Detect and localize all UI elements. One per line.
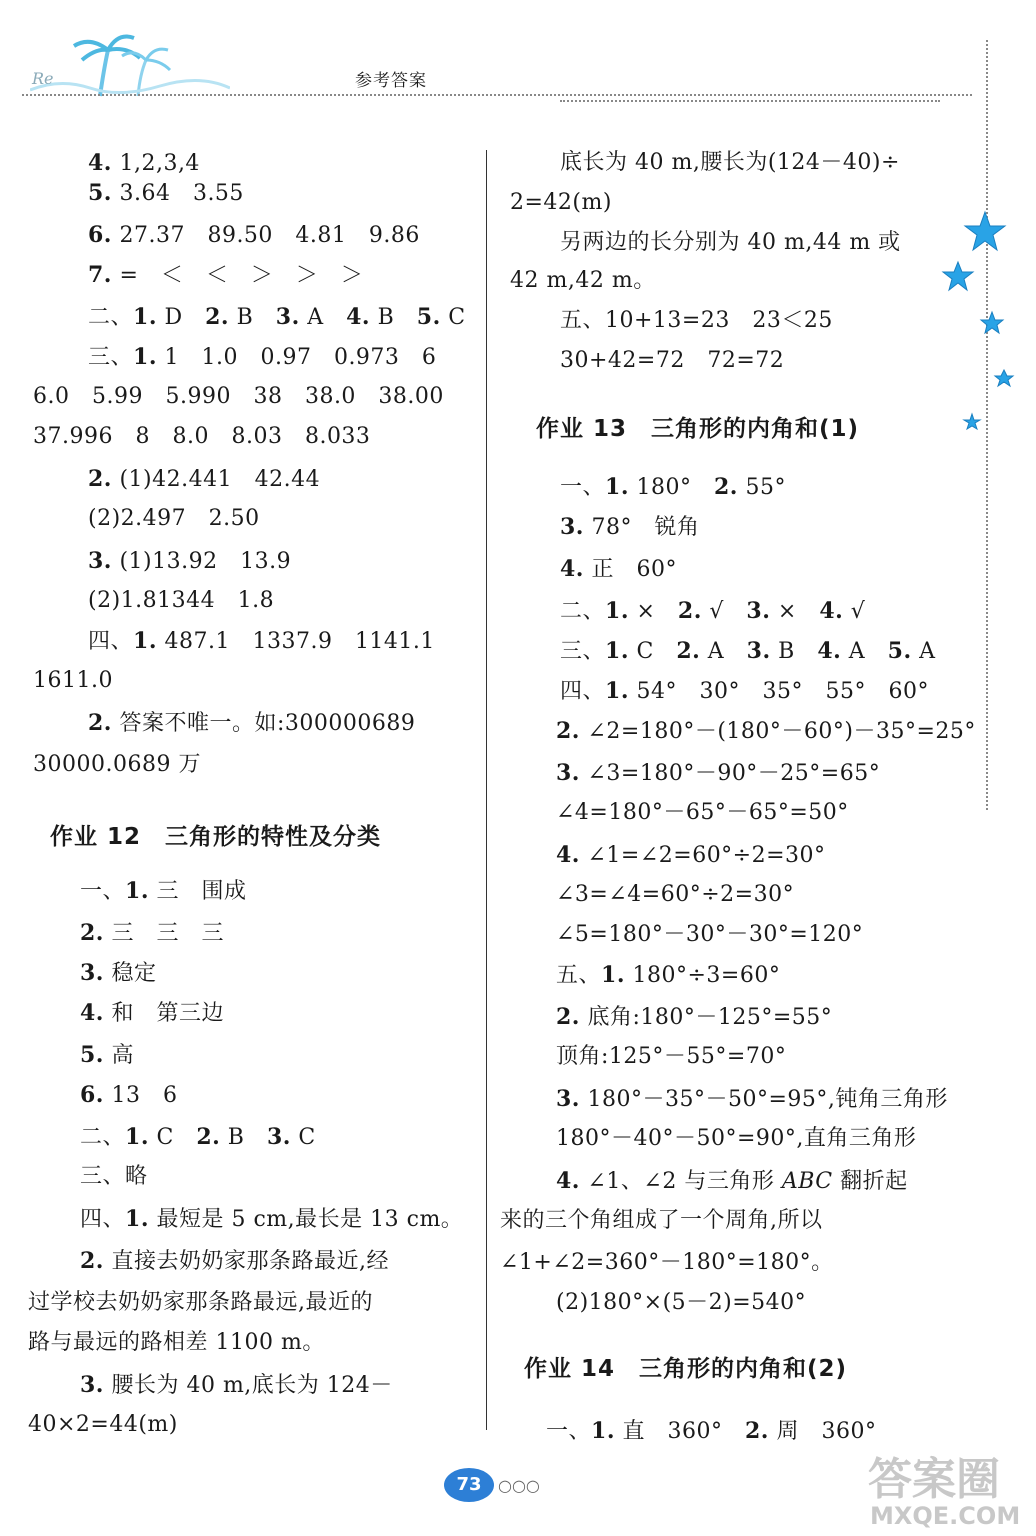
right-answer-line: 180°－40°－50°=90°,直角三角形 xyxy=(556,1126,917,1151)
left-answer-line: 7. = ＜ ＜ ＞ ＞ ＞ xyxy=(88,262,364,288)
right-answer-line: 一、1. 180° 2. 55° xyxy=(560,474,786,500)
left-answer-line: 四、1. 487.1 1337.9 1141.1 xyxy=(88,628,435,654)
left-answer-line: 6.0 5.99 5.990 38 38.0 38.00 xyxy=(33,384,444,409)
right-answer-line: (2)180°×(5－2)=540° xyxy=(556,1290,807,1315)
stars-decoration-icon xyxy=(930,200,1020,450)
left-answer-line: 1611.0 xyxy=(33,668,113,693)
header-title: 参考答案 xyxy=(355,71,427,91)
right-answer-line: 4. 正 60° xyxy=(560,556,677,582)
left-answer-line: 6. 13 6 xyxy=(80,1082,178,1108)
left-answer-line: 5. 3.64 3.55 xyxy=(88,180,244,206)
section-heading: 作业 13 三角形的内角和(1) xyxy=(536,416,860,442)
page-number: 73 xyxy=(444,1468,494,1502)
left-answer-line: 30000.0689 万 xyxy=(33,752,201,777)
left-answer-line: 37.996 8 8.0 8.03 8.033 xyxy=(33,424,371,449)
svg-text:答案圈: 答案圈 xyxy=(868,1454,1000,1505)
section-heading: 作业 12 三角形的特性及分类 xyxy=(50,824,382,850)
left-answer-line: 2. 三 三 三 xyxy=(80,920,224,946)
page-number-decoration: ○○○ xyxy=(498,1476,540,1495)
right-answer-line: 3. ∠3=180°－90°－25°=65° xyxy=(556,760,881,786)
column-divider xyxy=(486,150,487,1430)
left-answer-line: 2. 答案不唯一。如:300000689 xyxy=(88,710,416,736)
right-answer-line: 底长为 40 m,腰长为(124－40)÷ xyxy=(560,150,900,175)
left-answer-line: 二、1. C 2. B 3. C xyxy=(80,1124,316,1150)
right-answer-line: 三、1. C 2. A 3. B 4. A 5. A xyxy=(560,638,936,664)
svg-text:Re: Re xyxy=(32,69,54,88)
right-answer-line: 4. ∠1=∠2=60°÷2=30° xyxy=(556,842,826,868)
left-answer-line: 一、1. 三 围成 xyxy=(80,878,247,904)
left-answer-line: (2)1.81344 1.8 xyxy=(88,588,275,613)
right-answer-line: 五、1. 180°÷3=60° xyxy=(556,962,781,988)
left-answer-line: 2. 直接去奶奶家那条路最近,经 xyxy=(80,1248,389,1274)
right-answer-line: 30+42=72 72=72 xyxy=(560,348,785,373)
left-answer-line: 二、1. D 2. B 3. A 4. B 5. C xyxy=(88,304,466,330)
right-answer-line: 4. ∠1、∠2 与三角形 ABC 翻折起 xyxy=(556,1168,908,1194)
left-answer-line: 四、1. 最短是 5 cm,最长是 13 cm。 xyxy=(80,1206,464,1232)
right-answer-line: 另两边的长分别为 40 m,44 m 或 xyxy=(560,230,901,255)
watermark-logo-icon xyxy=(860,1440,1030,1530)
left-answer-line: 40×2=44(m) xyxy=(28,1412,178,1437)
left-answer-line: 三、1. 1 1.0 0.97 0.973 6 xyxy=(88,344,437,370)
right-answer-line: 42 m,42 m。 xyxy=(510,268,656,293)
right-answer-line: 四、1. 54° 30° 35° 55° 60° xyxy=(560,678,929,704)
left-answer-line: 路与最远的路相差 1100 m。 xyxy=(28,1330,325,1355)
right-answer-line: ∠4=180°－65°－65°=50° xyxy=(556,800,849,825)
palm-tree-decoration-icon xyxy=(30,28,230,98)
right-answer-line: 2=42(m) xyxy=(510,190,612,215)
right-answer-line: 3. 180°－35°－50°=95°,钝角三角形 xyxy=(556,1086,948,1112)
left-answer-line: (2)2.497 2.50 xyxy=(88,506,260,531)
left-answer-line: 4. 和 第三边 xyxy=(80,1000,224,1026)
right-answer-line: 二、1. × 2. √ 3. × 4. √ xyxy=(560,598,866,624)
right-answer-line: 五、10+13=23 23＜25 xyxy=(560,308,833,333)
left-answer-line: 3. 腰长为 40 m,底长为 124－ xyxy=(80,1372,393,1398)
left-answer-line: 5. 高 xyxy=(80,1042,134,1068)
right-answer-line: 一、1. 直 360° 2. 周 360° xyxy=(546,1418,877,1444)
right-answer-line: 顶角:125°－55°=70° xyxy=(556,1044,787,1069)
left-answer-line: 6. 27.37 89.50 4.81 9.86 xyxy=(88,222,420,248)
left-answer-line: 三、略 xyxy=(80,1164,148,1189)
left-answer-line: 2. (1)42.441 42.44 xyxy=(88,466,321,492)
section-heading: 作业 14 三角形的内角和(2) xyxy=(524,1356,848,1382)
right-answer-line: ∠5=180°－30°－30°=120° xyxy=(556,922,864,947)
header-divider-secondary xyxy=(560,100,940,102)
right-answer-line: ∠3=∠4=60°÷2=30° xyxy=(556,882,795,907)
right-answer-line: ∠1+∠2=360°－180°=180°。 xyxy=(500,1250,834,1275)
left-answer-line: 过学校去奶奶家那条路最远,最近的 xyxy=(28,1290,373,1315)
right-answer-line: 3. 78° 锐角 xyxy=(560,514,700,540)
right-answer-line: 来的三个角组成了一个周角,所以 xyxy=(500,1208,823,1233)
svg-text:MXQE.COM: MXQE.COM xyxy=(870,1502,1021,1530)
left-answer-line: 3. (1)13.92 13.9 xyxy=(88,548,292,574)
header-divider xyxy=(22,94,972,96)
left-answer-line: 4. 1,2,3,4 xyxy=(88,150,200,176)
left-answer-line: 3. 稳定 xyxy=(80,960,157,986)
right-answer-line: 2. 底角:180°－125°=55° xyxy=(556,1004,833,1030)
right-answer-line: 2. ∠2=180°－(180°－60°)－35°=25° xyxy=(556,718,976,744)
